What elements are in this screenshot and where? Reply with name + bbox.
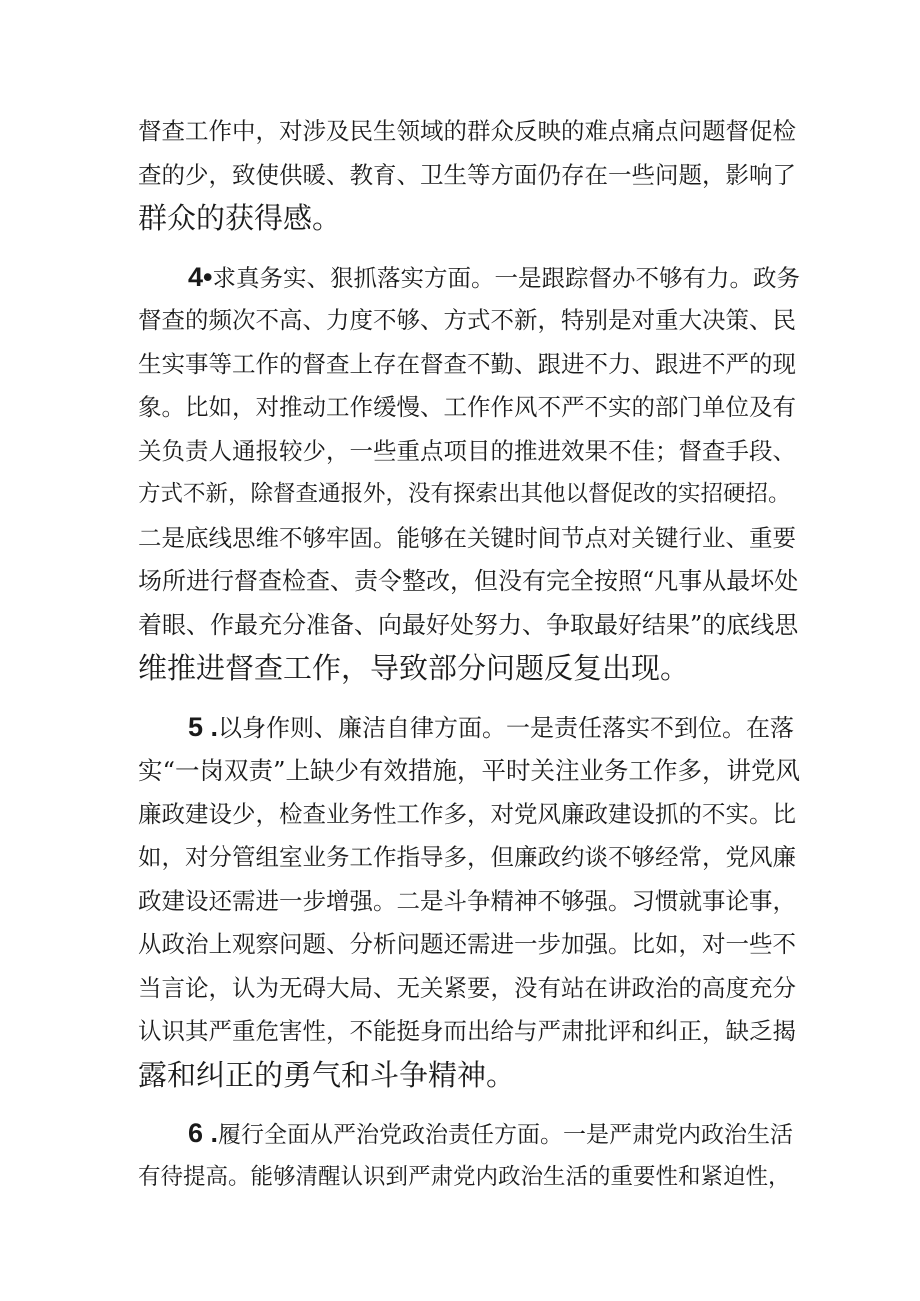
text-line: 二是底线思维不够牢固。能够在关键时间节点对关键行业、重要 — [138, 523, 796, 552]
text-line: 政建设还需进一步增强。二是斗争精神不够强。习惯就事论事， — [138, 886, 796, 915]
text-line: 督查工作中，对涉及民生领域的群众反映的难点痛点问题督促检 — [138, 117, 796, 145]
text-line: 关负责人通报较少，一些重点项目的推进效果不佳；督查手段、 — [138, 436, 796, 465]
text-line: 实“一岗双责”上缺少有效措施，平时关注业务工作多，讲党风 — [138, 756, 801, 785]
paragraph-item-4 — [138, 256, 798, 691]
text-line: 查的少，致使供暖、教育、卫生等方面仍存在一些问题，影响了 — [138, 160, 796, 189]
paragraph-continuation — [138, 110, 798, 241]
paragraph-number: 6 . — [188, 1118, 219, 1148]
text-line-first — [138, 256, 798, 300]
text-line: 以身作则、廉洁自律方面。一是责任落实不到位。在落 — [218, 713, 795, 742]
text-line: 求真务实、狠抓落实方面。一是跟踪督办不够有力。政务 — [212, 263, 800, 292]
paragraph-item-5 — [138, 706, 801, 1098]
text-line: 督查的频次不高、力度不够、方式不新，特别是对重大决策、民 — [138, 306, 796, 334]
text-line: 从政治上观察问题、分析问题还需进一步加强。比如，对一些不 — [138, 930, 796, 958]
text-line: 维推进督查工作，导致部分问题反复出现。 — [138, 651, 690, 685]
text-line: 如，对分管组室业务工作指导多，但廉政约谈不够经常，党风廉 — [138, 843, 796, 871]
text-line: 履行全面从严治党政治责任方面。一是严肃党内政治生活 — [218, 1122, 794, 1148]
paragraph-number: 4• — [188, 261, 213, 292]
text-line: 有待提高。能够清醒认识到严肃党内政治生活的重要性和紧迫性， — [138, 1163, 791, 1190]
text-line: 象。比如，对推动工作缓慢、工作作风不严不实的部门单位及有 — [138, 393, 796, 421]
paragraph-item-6 — [138, 1112, 798, 1199]
text-line: 群众的获得感。 — [138, 201, 342, 235]
text-line: 着眼、作最充分准备、向最好处努力、争取最好结果”的底线思 — [138, 610, 799, 639]
text-line: 方式不新，除督查通报外，没有探索出其他以督促改的实招硬招。 — [138, 481, 791, 507]
text-line: 当言论，认为无碍大局、无关紧要，没有站在讲政治的高度充分 — [138, 973, 796, 1002]
document-body — [138, 110, 801, 1199]
paragraph-number: 5 . — [188, 711, 219, 742]
text-line: 场所进行督查检查、责令整改，但没有完全按照“凡事从最坏处 — [138, 567, 799, 595]
text-line-first — [138, 1112, 798, 1156]
text-line: 认识其严重危害性，不能挺身而出给与严肃批评和纠正，缺乏揭 — [138, 1017, 796, 1045]
text-line: 生实事等工作的督查上存在督查不勤、跟进不力、跟进不严的现 — [138, 349, 796, 378]
text-line: 廉政建设少，检查业务性工作多，对党风廉政建设抓的不实。比 — [138, 799, 796, 828]
text-line: 露和纠正的勇气和斗争精神。 — [138, 1057, 516, 1092]
text-line-first — [138, 706, 798, 750]
